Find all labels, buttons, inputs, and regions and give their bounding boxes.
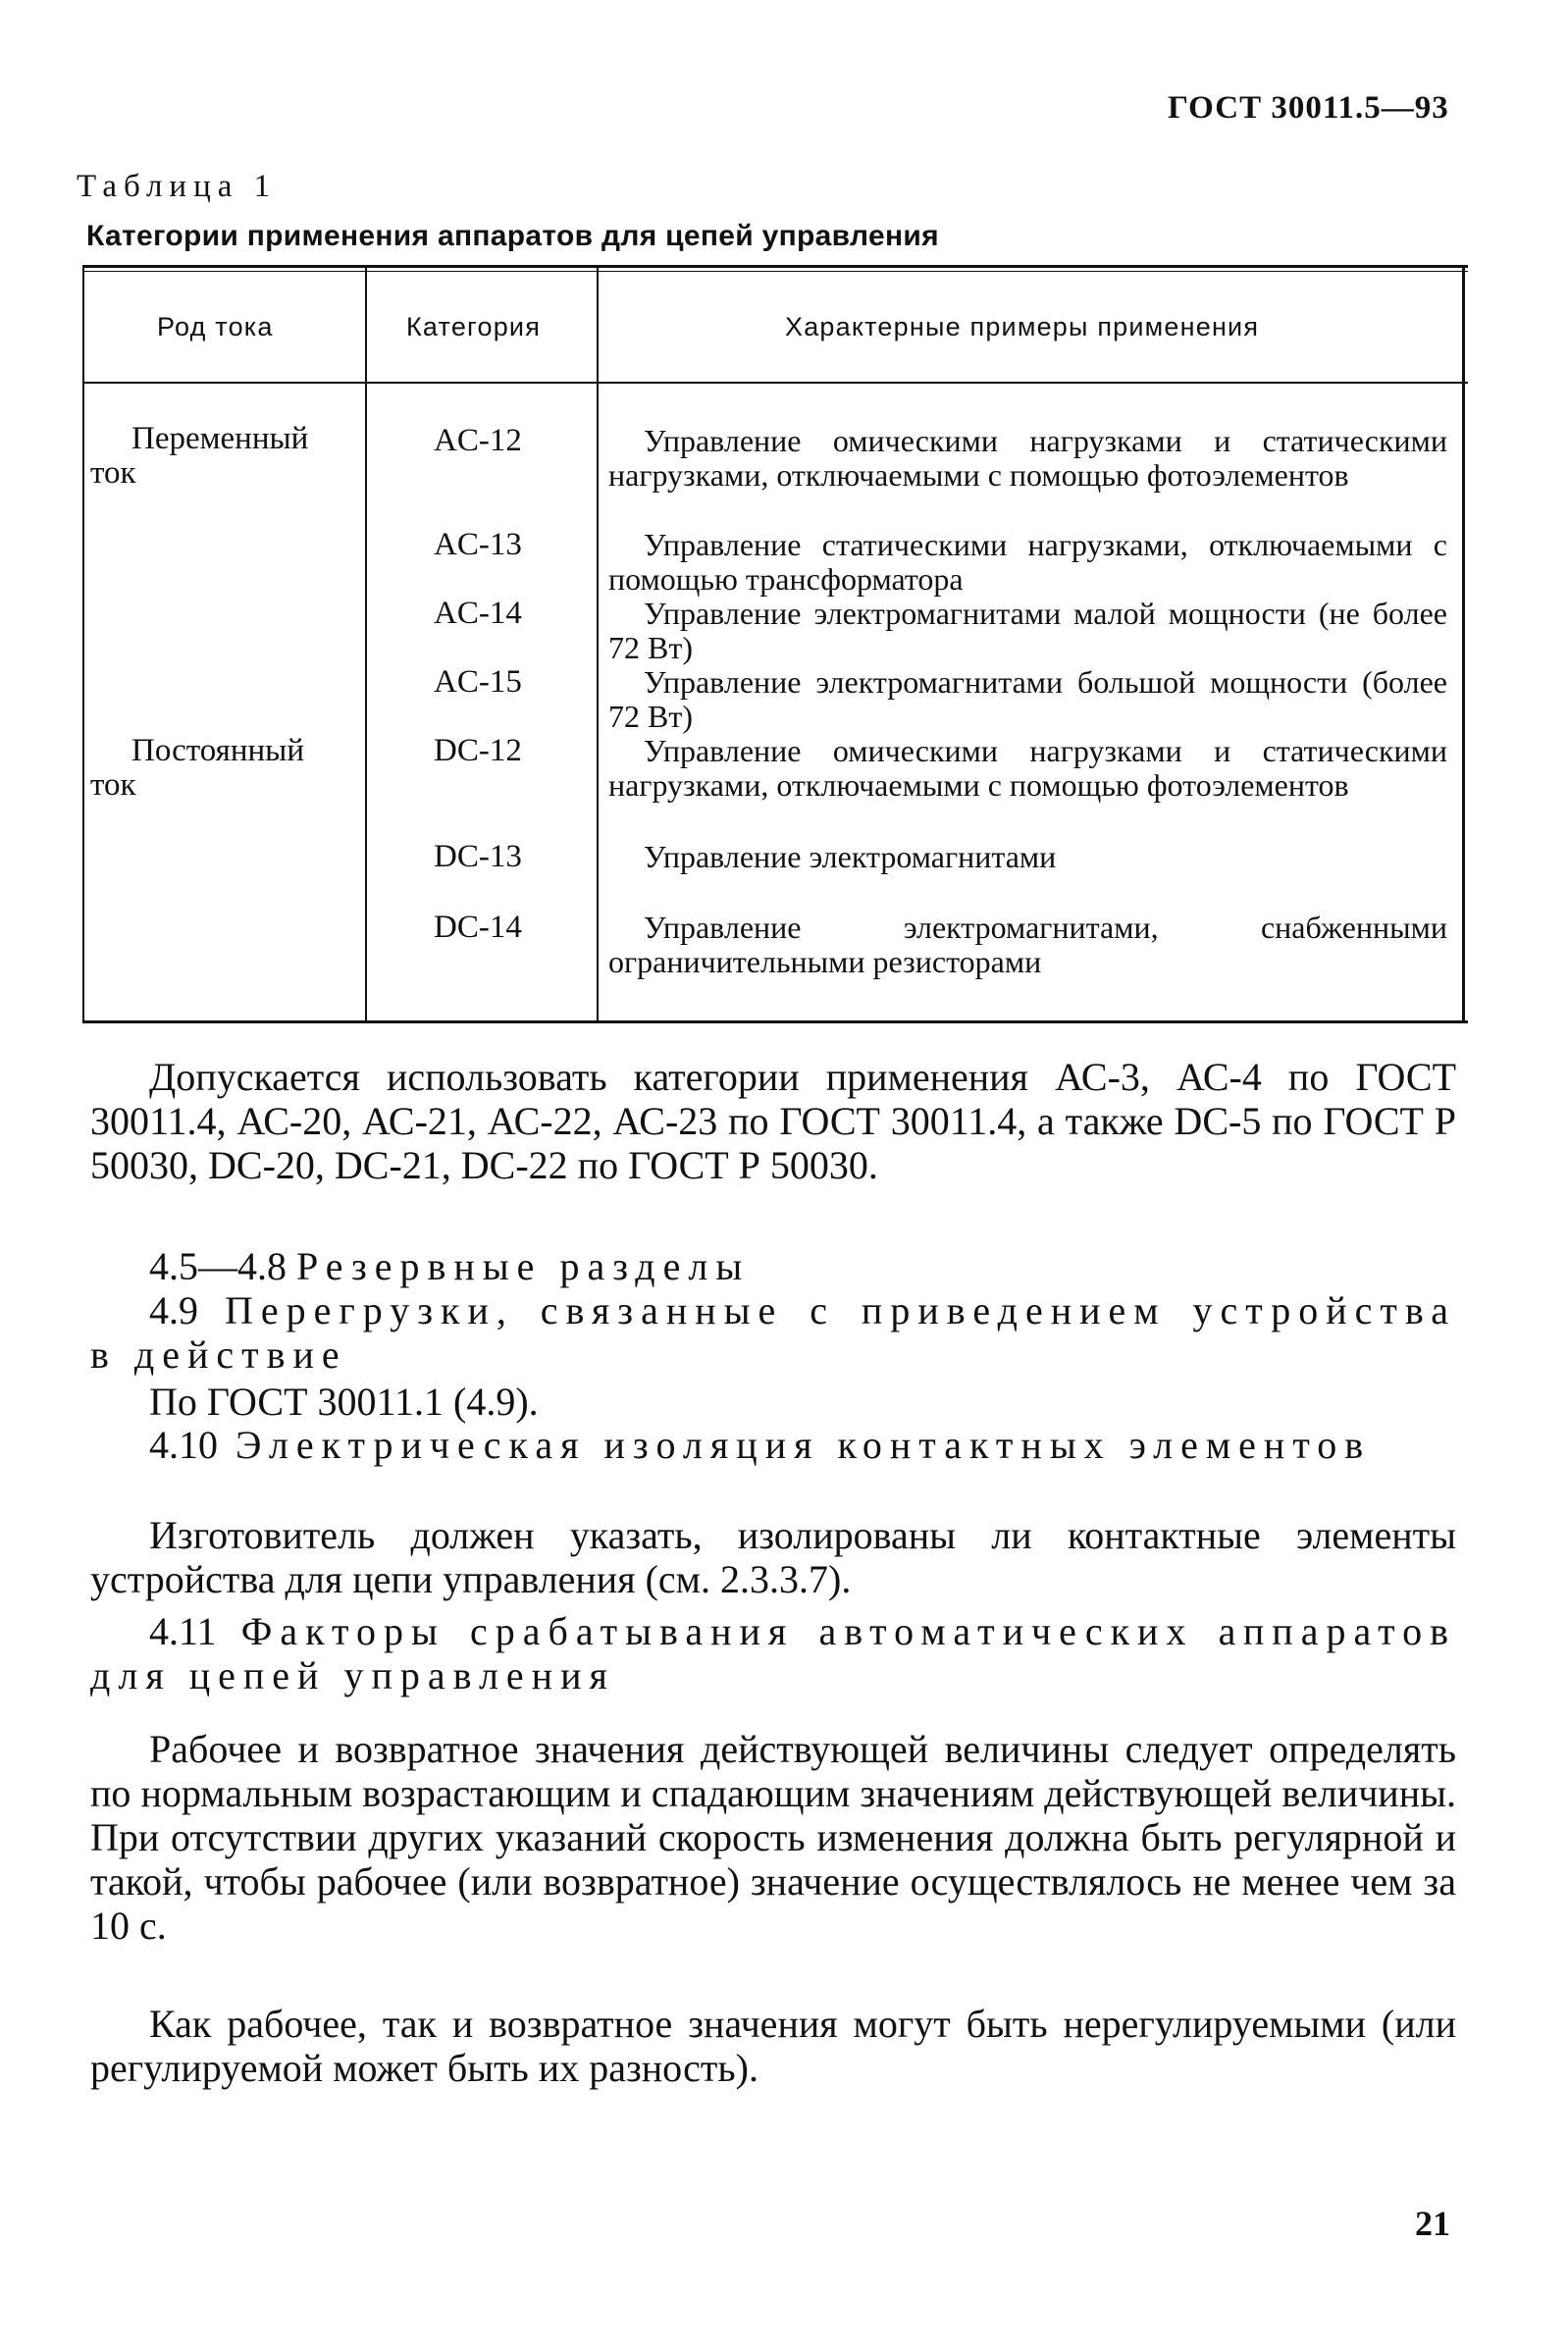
column-header-examples: Характерные примеры применения — [785, 312, 1260, 341]
section-title: Перегрузки, связанные с приведением устройства в действие — [90, 1288, 1457, 1377]
category-cell: DC-12 — [434, 733, 522, 768]
description-cell: Управление омическими нагрузками и статическими нагрузками, отключаемыми с помощью фотоэлементов — [608, 733, 1447, 803]
section-4-10-heading — [90, 1423, 1456, 1467]
section-title: Электрическая изоляция контактных элементов — [235, 1423, 1372, 1467]
column-header-current-type: Род тока — [157, 312, 274, 341]
paragraph: Рабочее и возвратное значения действующей величины следует определять по нормальным возрастающим и спадающим значениям действующей величины. При отсутствии других указаний скорость изменения должна быть регулярной и такой, чтобы рабочее (или возвратное) значение осуществлялось не менее чем за 10 с. — [90, 1727, 1456, 1948]
category-cell: AC-12 — [434, 423, 522, 458]
description-cell: Управление статическими нагрузками, отключаемыми с помощью трансформатора — [608, 527, 1447, 597]
section-number: 4.5—4.8 — [149, 1244, 287, 1288]
current-type-dc: Постоянный ток — [90, 733, 304, 803]
standard-code: ГОСТ 30011.5—93 — [1168, 90, 1449, 126]
section-number: 4.10 — [149, 1423, 218, 1467]
section-4-11-heading — [90, 1609, 1456, 1697]
table-bottom-rule — [82, 1020, 1468, 1023]
description-cell: Управление электромагнитами — [644, 839, 1057, 874]
description-cell: Управление электромагнитами, снабженными ограничительными резисторами — [608, 910, 1447, 979]
col-divider-left — [82, 267, 84, 1022]
description-cell: Управление электромагнитами большой мощности (более 72 Вт) — [608, 664, 1447, 734]
table-label: Таблица 1 — [77, 169, 278, 204]
column-header-category: Категория — [406, 312, 542, 341]
table-title: Категории применения аппаратов для цепей управления — [86, 220, 939, 252]
section-4-5-heading — [149, 1244, 1454, 1288]
col-divider-2 — [597, 267, 599, 1022]
section-4-9-heading — [90, 1288, 1456, 1377]
section-4-10-body: Изготовитель должен указать, изолированы ли контактные элементы устройства для цепи управления (см. 2.3.3.7). — [90, 1513, 1456, 1601]
paragraph: Как рабочее, так и возвратное значения могут быть нерегулируемыми (или регулируемой может быть их разность). — [90, 2002, 1456, 2090]
section-4-9-body: По ГОСТ 30011.1 (4.9). — [149, 1380, 539, 1424]
table-header-rule — [82, 382, 1468, 384]
description-cell: Управление омическими нагрузками и статическими нагрузками, отключаемыми с помощью фотоэлементов — [608, 423, 1447, 493]
category-cell: AC-14 — [434, 596, 522, 631]
section-number: 4.11 — [149, 1609, 217, 1653]
description-cell: Управление электромагнитами малой мощности (не более 72 Вт) — [608, 596, 1447, 665]
current-type-ac: Переменный ток — [90, 421, 309, 491]
section-title: Резервные разделы — [296, 1244, 751, 1288]
table-top-rule-2 — [82, 271, 1468, 272]
category-cell: DC-13 — [434, 839, 522, 874]
table-top-rule — [82, 265, 1468, 268]
section-title: Факторы срабатывания автоматических аппаратов для цепей управления — [90, 1609, 1457, 1697]
category-cell: AC-13 — [434, 527, 522, 562]
page-number: 21 — [1415, 2204, 1450, 2243]
col-divider-1 — [365, 267, 367, 1022]
col-divider-right — [1462, 267, 1465, 1022]
category-cell: AC-15 — [434, 664, 522, 700]
category-cell: DC-14 — [434, 910, 522, 945]
note-paragraph: Допускается использовать категории применения АС-3, АС-4 по ГОСТ 30011.4, АС-20, АС-21, АС-22, АС-23 по ГОСТ 30011.4, а также DC-5 по ГОСТ Р 50030, DC-20, DC-21, DC-22 по ГОСТ Р 50030. — [90, 1055, 1456, 1187]
section-number: 4.9 — [149, 1288, 198, 1332]
